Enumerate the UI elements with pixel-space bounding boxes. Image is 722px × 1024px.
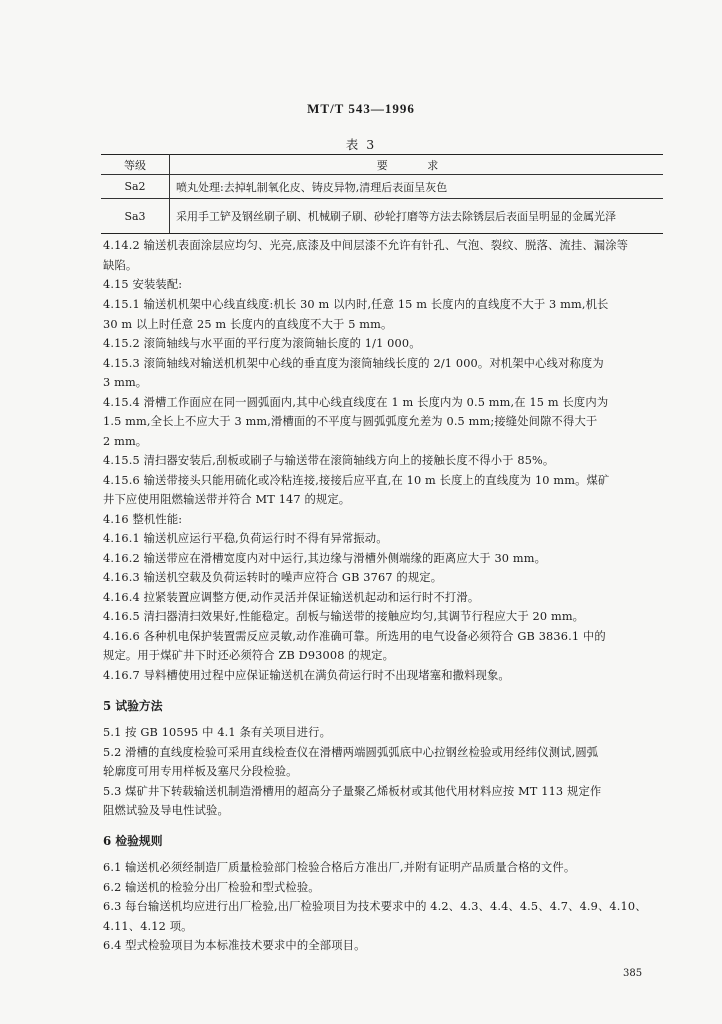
clause-4-16-6-cont: 规定。用于煤矿井下时还必须符合 ZB D93008 的规定。 — [103, 649, 395, 662]
document-header: MT/T 543—1996 — [307, 101, 415, 116]
clause-4-14-2: 4.14.2 输送机表面涂层应均匀、光亮,底漆及中间层漆不允许有针孔、气泡、裂纹、脱落、流挂、漏涂等 — [103, 239, 629, 252]
page-number: 385 — [623, 968, 643, 979]
clause-4-16: 4.16 整机性能: — [103, 513, 183, 526]
clause-4-15-4: 4.15.4 滑槽工作面应在同一圆弧面内,其中心线直线度在 1 m 长度内为 0.5 mm,在 15 m 长度内为 — [103, 396, 609, 409]
clause-4-16-2: 4.16.2 输送带应在滑槽宽度内对中运行,其边缘与滑槽外侧端缘的距离应大于 30 mm。 — [103, 552, 547, 565]
level-cell: Sa3 — [101, 199, 170, 234]
clause-5-1: 5.1 按 GB 10595 中 4.1 条有关项目进行。 — [103, 726, 332, 739]
clause-4-16-7: 4.16.7 导料槽使用过程中应保证输送机在满负荷运行时不出现堵塞和撒料现象。 — [103, 669, 510, 682]
clause-6-2: 6.2 输送机的检验分出厂检验和型式检验。 — [103, 881, 320, 894]
clause-6-3-cont: 4.11、4.12 项。 — [103, 920, 193, 933]
clause-4-15-1-cont: 30 m 以上时任意 25 m 长度内的直线度不大于 5 mm。 — [103, 318, 393, 331]
section-6-heading: 6 检验规则 — [103, 834, 163, 848]
clause-4-14-2-cont: 缺陷。 — [103, 259, 138, 272]
clause-5-2-cont: 轮廓度可用专用样板及塞尺分段检验。 — [103, 765, 298, 778]
clause-4-15-3: 4.15.3 滚筒轴线对输送机机架中心线的垂直度为滚筒轴线长度的 2/1 000。对机架中心线对称度为 — [103, 357, 604, 370]
clause-4-15-5: 4.15.5 清扫器安装后,刮板或刷子与输送带在滚筒轴线方向上的接触长度不得小于 85%。 — [103, 454, 555, 467]
clause-4-16-5: 4.16.5 清扫器清扫效果好,性能稳定。刮板与输送带的接触应均匀,其调节行程应大于 20 mm。 — [103, 610, 585, 623]
clause-4-15-4-cont: 1.5 mm,全长上不应大于 3 mm,滑槽面的不平度与圆弧弧度允差为 0.5 mm;接缝处间隙不得大于 — [103, 415, 598, 428]
level-cell: Sa2 — [101, 175, 170, 199]
clause-4-15-6: 4.15.6 输送带接头只能用硫化或冷粘连接,接接后应平直,在 10 m 长度上的直线度为 10 mm。煤矿 — [103, 474, 610, 487]
section-5-heading: 5 试验方法 — [103, 699, 163, 713]
requirements-table — [101, 154, 663, 234]
requirement-cell: 采用手工铲及钢丝刷子刷、机械刷子刷、砂轮打磨等方法去除锈层后表面呈明显的金属光泽 — [170, 199, 664, 234]
requirement-cell: 喷丸处理:去掉轧制氧化皮、铸皮异物,清理后表面呈灰色 — [170, 175, 664, 199]
clause-4-16-4: 4.16.4 拉紧装置应调整方便,动作灵活并保证输送机起动和运行时不打滑。 — [103, 591, 480, 604]
col-level-header: 等级 — [101, 155, 170, 175]
table-caption: 表 3 — [345, 137, 377, 152]
clause-4-15-4-cont2: 2 mm。 — [103, 435, 148, 448]
table-row — [101, 175, 663, 199]
table-header-row — [101, 155, 663, 175]
clause-4-15-2: 4.15.2 滚筒轴线与水平面的平行度为滚筒轴长度的 1/1 000。 — [103, 337, 421, 350]
clause-6-4: 6.4 型式检验项目为本标准技术要求中的全部项目。 — [103, 939, 366, 952]
clause-5-2: 5.2 滑槽的直线度检验可采用直线检查仪在滑槽两端圆弧弧底中心拉钢丝检验或用经纬仪测试,圆弧 — [103, 746, 599, 759]
table-row — [101, 199, 663, 234]
clause-4-16-1: 4.16.1 输送机应运行平稳,负荷运行时不得有异常振动。 — [103, 532, 388, 545]
clause-6-3: 6.3 每台输送机均应进行出厂检验,出厂检验项目为技术要求中的 4.2、4.3、4.4、4.5、4.7、4.9、4.10、 — [103, 900, 647, 913]
clause-4-16-6: 4.16.6 各种机电保护装置需反应灵敏,动作准确可靠。所选用的电气设备必须符合 GB 3836.1 中的 — [103, 630, 606, 643]
col-requirement-header: 要 求 — [170, 155, 664, 175]
clause-4-16-3: 4.16.3 输送机空载及负荷运转时的噪声应符合 GB 3767 的规定。 — [103, 571, 443, 584]
clause-6-1: 6.1 输送机必须经制造厂质量检验部门检验合格后方准出厂,并附有证明产品质量合格的文件。 — [103, 861, 576, 874]
clause-5-3: 5.3 煤矿井下转载输送机制造滑槽用的超高分子量聚乙烯板材或其他代用材料应按 MT 113 规定作 — [103, 785, 602, 798]
clause-4-15-3-cont: 3 mm。 — [103, 376, 148, 389]
clause-4-15-6-cont: 井下应使用阻燃输送带并符合 MT 147 的规定。 — [103, 493, 351, 506]
clause-4-15: 4.15 安装装配: — [103, 278, 183, 291]
clause-5-3-cont: 阻燃试验及导电性试验。 — [103, 804, 229, 817]
clause-4-15-1: 4.15.1 输送机机架中心线直线度:机长 30 m 以内时,任意 15 m 长度内的直线度不大于 3 mm,机长 — [103, 298, 609, 311]
